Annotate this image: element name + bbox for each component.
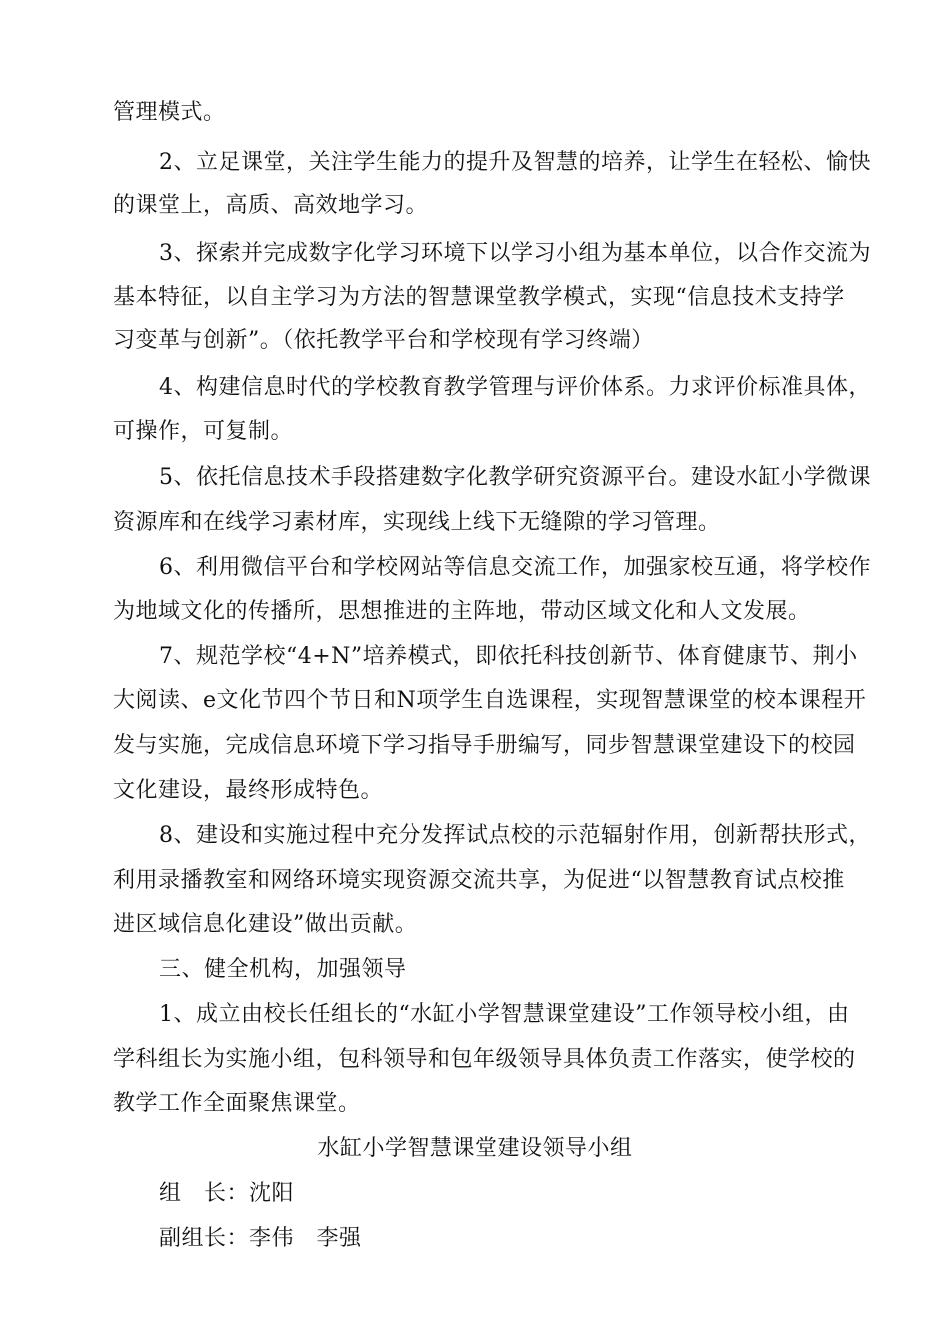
paragraph-line: 基本特征，以自主学习为方法的智慧课堂教学模式，实现“信息技术支持学: [113, 285, 845, 310]
paragraph-line: 管理模式。: [113, 100, 226, 125]
paragraph-line: 4、构建信息时代的学校教育教学管理与评价体系。力求评价标准具体，: [159, 375, 871, 400]
paragraph-line: 资源库和在线学习素材库，实现线上线下无缝隙的学习管理。: [113, 510, 721, 535]
paragraph-line: 6、利用微信平台和学校网站等信息交流工作，加强家校互通，将学校作: [159, 555, 871, 580]
paragraph-line: 2、立足课堂，关注学生能力的提升及智慧的培养，让学生在轻松、愉快: [159, 150, 871, 175]
paragraph-line: 3、探索并完成数字化学习环境下以学习小组为基本单位，以合作交流为: [159, 241, 871, 266]
paragraph-line: 发与实施，完成信息环境下学习指导手册编写，同步智慧课堂建设下的校园: [113, 733, 856, 758]
leader-line: 副组长：李伟 李强: [159, 1226, 362, 1251]
paragraph-line: 8、建设和实施过程中充分发挥试点校的示范辐射作用，创新帮扶形式，: [159, 823, 871, 848]
paragraph-line: 习变革与创新”。（依托教学平台和学校现有学习终端）: [113, 328, 654, 353]
paragraph-line: 大阅读、e文化节四个节日和N项学生自选课程，实现智慧课堂的校本课程开: [113, 688, 867, 713]
paragraph-line: 7、规范学校“4+N”培养模式，即依托科技创新节、体育健康节、荆小: [159, 644, 858, 669]
paragraph-line: 教学工作全面聚焦课堂。: [113, 1091, 361, 1116]
paragraph-line: 为地域文化的传播所，思想推进的主阵地，带动区域文化和人文发展。: [113, 599, 811, 624]
section-heading: 三、健全机构，加强领导: [159, 957, 407, 982]
paragraph-line: 的课堂上，高质、高效地学习。: [113, 193, 429, 218]
paragraph-line: 利用录播教室和网络环境实现资源交流共享，为促进“以智慧教育试点校推: [113, 868, 845, 893]
paragraph-line: 1、成立由校长任组长的“水缸小学智慧课堂建设”工作领导校小组，由: [159, 1002, 850, 1027]
paragraph-line: 可操作，可复制。: [113, 419, 294, 444]
group-title: 水缸小学智慧课堂建设领导小组: [317, 1136, 633, 1161]
paragraph-line: 进区域信息化建设”做出贡献。: [113, 912, 418, 937]
paragraph-line: 文化建设，最终形成特色。: [113, 778, 384, 803]
paragraph-line: 5、依托信息技术手段搭建数字化教学研究资源平台。建设水缸小学微课: [159, 465, 871, 490]
leader-line: 组 长：沈阳: [159, 1181, 295, 1206]
paragraph-line: 学科组长为实施小组，包科领导和包年级领导具体负责工作落实，使学校的: [113, 1047, 856, 1072]
